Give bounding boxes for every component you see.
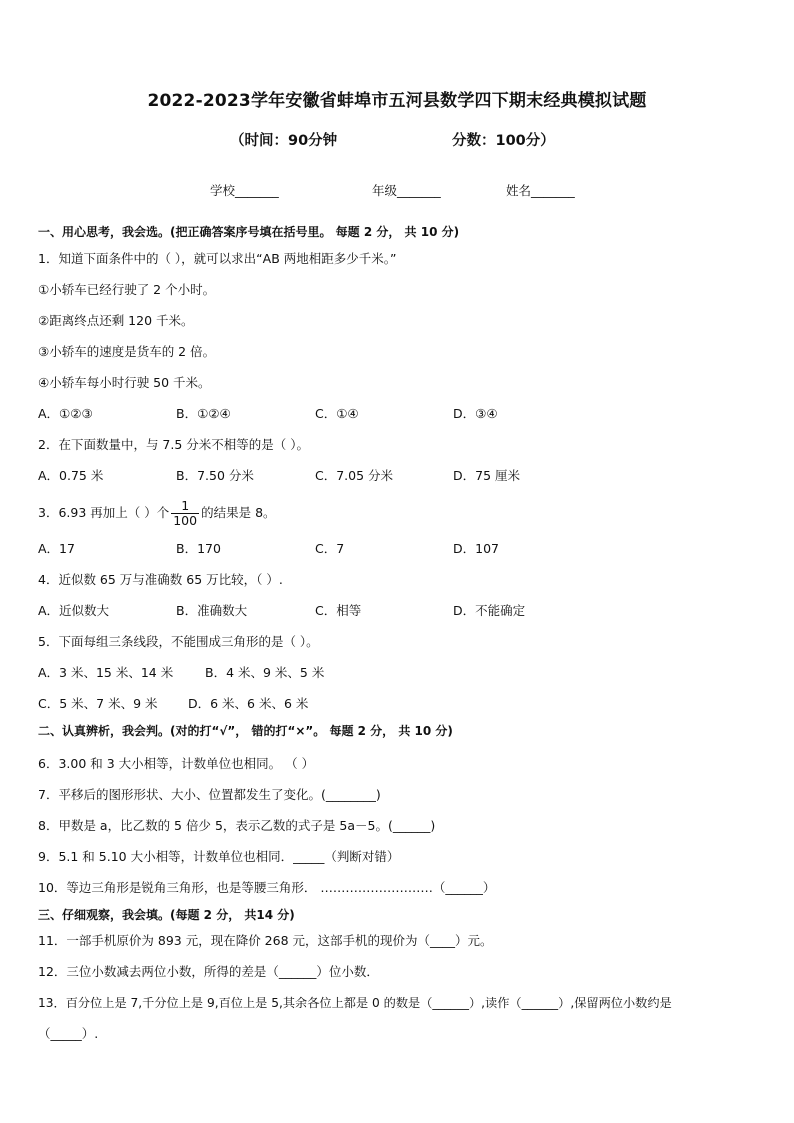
q9: 9．5.1 和 5.10 大小相等，计数单位也相同．_____（判断对错） [38, 849, 400, 864]
q3-stem [38, 496, 276, 530]
q3-option-c: C．7 [315, 541, 345, 556]
q1-option-c: C．①④ [315, 406, 359, 421]
q7: 7．平移后的图形形状、大小、位置都发生了变化。(________) [38, 787, 381, 802]
q4-option-a: A．近似数大 [38, 603, 110, 618]
q13: 13．百分位上是 7,千分位上是 9,百位上是 5,其余各位上都是 0 的数是（______）,读作（______）,保留两位小数约是 [38, 996, 672, 1010]
school-field: 学校_______ [210, 183, 279, 198]
q3-option-b: B．170 [176, 541, 221, 556]
q1-condition-3: ③小轿车的速度是货车的 2 倍。 [38, 344, 216, 359]
section-2-heading: 二、认真辨析，我会判。(对的打“√”， 错的打“×”。 每题 2 分， 共 10 分) [38, 724, 453, 738]
q3-option-a: A．17 [38, 541, 75, 556]
q4-stem: 4．近似数 65 万与准确数 65 万比较，（ ）. [38, 572, 283, 587]
q13-continuation: （_____）. [38, 1026, 99, 1041]
q4-option-b: B．准确数大 [176, 603, 248, 618]
q2-option-c: C．7.05 分米 [315, 468, 394, 483]
q1-option-d: D．③④ [453, 406, 498, 421]
q1-option-b: B．①②④ [176, 406, 231, 421]
q2-option-a: A．0.75 米 [38, 468, 104, 483]
grade-field: 年级_______ [372, 183, 441, 198]
q5-option-d: D．6 米、6 米、6 米 [188, 696, 309, 711]
q1-condition-1: ①小轿车已经行驶了 2 个小时。 [38, 282, 216, 297]
q12: 12．三位小数减去两位小数，所得的差是（______）位小数． [38, 964, 379, 979]
q5-option-c: C．5 米、7 米、9 米 [38, 696, 158, 711]
q5-option-b: B．4 米、9 米、5 米 [205, 665, 325, 680]
q6: 6．3.00 和 3 大小相等，计数单位也相同。 （ ） [38, 756, 315, 771]
q1-condition-4: ④小轿车每小时行驶 50 千米。 [38, 375, 211, 390]
q2-option-d: D．75 厘米 [453, 468, 521, 483]
fraction-numerator: 1 [171, 499, 199, 514]
q3-stem-before: 3．6.93 再加上（ ）个 [38, 505, 170, 520]
q4-option-c: C．相等 [315, 603, 362, 618]
section-3-heading: 三、仔细观察，我会填。(每题 2 分， 共14 分) [38, 908, 295, 922]
q1-condition-2: ②距离终点还剩 120 千米。 [38, 313, 194, 328]
name-field: 姓名_______ [506, 183, 575, 198]
q3-stem-after: 的结果是 8。 [201, 505, 276, 520]
fraction [171, 499, 199, 528]
q4-option-d: D．不能确定 [453, 603, 526, 618]
q10: 10．等边三角形是锐角三角形，也是等腰三角形． ………………………（______） [38, 880, 496, 895]
q1-stem: 1．知道下面条件中的（ ），就可以求出“AB 两地相距多少千米。” [38, 251, 397, 266]
q11: 11．一部手机原价为 893 元，现在降价 268 元，这部手机的现价为（____）元。 [38, 933, 493, 948]
q1-option-a: A．①②③ [38, 406, 93, 421]
q8: 8．甲数是 a，比乙数的 5 倍少 5，表示乙数的式子是 5a－5。(______) [38, 818, 436, 833]
q3-option-d: D．107 [453, 541, 499, 556]
exam-title: 2022-2023学年安徽省蚌埠市五河县数学四下期末经典模拟试题 [147, 91, 647, 111]
q2-option-b: B．7.50 分米 [176, 468, 254, 483]
q5-stem: 5．下面每组三条线段，不能围成三角形的是（ ）。 [38, 634, 319, 649]
q2-stem: 2．在下面数量中，与 7.5 分米不相等的是（ ）。 [38, 437, 310, 452]
fraction-denominator: 100 [173, 513, 198, 528]
time-label: （时间：90分钟 [230, 133, 338, 149]
section-1-heading: 一、用心思考，我会选。(把正确答案序号填在括号里。 每题 2 分， 共 10 分) [38, 225, 460, 239]
score-label: 分数：100分） [452, 133, 555, 149]
q5-option-a: A．3 米、15 米、14 米 [38, 665, 174, 680]
